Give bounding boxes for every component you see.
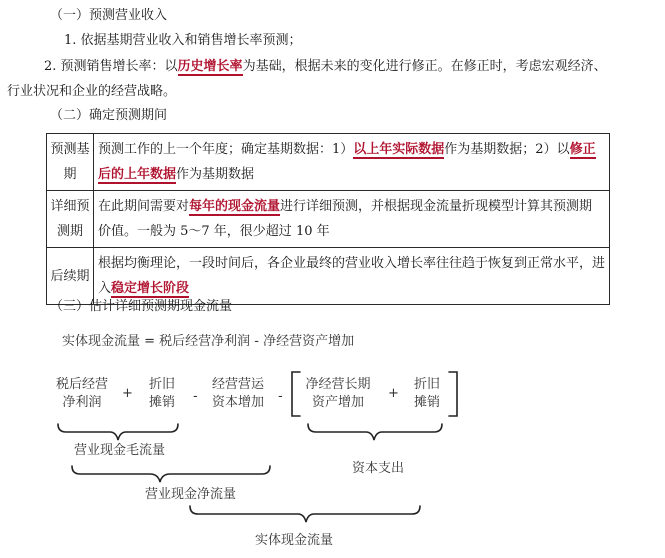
row2-text1: 根据均衡理论，一段时间后，各企业最终的营业收入增长率往往趋于恢复到正常水平，进入 [98, 256, 606, 296]
row-label-continuing: 后续期 [47, 248, 94, 305]
section1-heading: （一）预测营业收入 [50, 8, 168, 23]
highlight-actual-data: 以上年实际数据 [353, 142, 445, 157]
row-label-detail: 详细预测期 [47, 191, 94, 248]
row1-text2: 进行详细预测，并根据现金流量折现模型计算其预测期价值。一般为 5～7 年，很少超过 10 年 [98, 199, 593, 239]
formula-line: 实体现金流量 = 税后经营净利润 - 净经营资产增加 [62, 334, 355, 349]
highlight-historical-growth: 历史增长率 [177, 59, 243, 74]
item2-prefix: 2. 预测销售增长率：以 [44, 59, 178, 74]
minus-operator: - [193, 389, 198, 404]
term-depreciation: 折旧摊销 [148, 377, 175, 410]
row0-text1: 预测工作的上一个年度；确定基期数据：1） [98, 142, 354, 157]
label-capital-expenditure: 资本支出 [352, 461, 405, 476]
term-net-long-term-assets: 净经营长期资产增加 [305, 377, 371, 410]
section1-item2-cont: 行业状况和企业的经营战略。 [7, 84, 177, 99]
term-depreciation-2: 折旧摊销 [413, 377, 440, 410]
row0-text3: 作为基期数据 [176, 167, 255, 182]
term-nopat: 税后经营净利润 [55, 377, 108, 410]
section3-heading: （三）估计详细预测期现金流量 [50, 299, 233, 314]
minus-operator: - [278, 389, 283, 404]
label-net-operating-cashflow: 营业现金净流量 [145, 487, 237, 502]
label-gross-operating-cashflow: 营业现金毛流量 [74, 443, 166, 458]
highlight-stable-growth: 稳定增长阶段 [111, 281, 190, 296]
highlight-revised-data: 修正后的上年数据 [98, 142, 596, 182]
highlight-annual-cashflow: 每年的现金流量 [189, 199, 281, 214]
term-working-capital: 经营营运资本增加 [211, 377, 264, 410]
row1-text1: 在此期间需要对 [98, 199, 190, 214]
plus-operator: + [122, 386, 133, 401]
section2-heading: （二）确定预测期间 [50, 108, 168, 123]
row0-text2: 作为基期数据；2）以 [444, 142, 570, 157]
plus-operator: + [388, 386, 399, 401]
row-label-base: 预测基期 [47, 134, 94, 191]
item2-suffix: 为基础，根据未来的变化进行修正。在修正时，考虑宏观经济、 [242, 59, 607, 74]
label-entity-cashflow: 实体现金流量 [255, 533, 334, 548]
section1-item1: 1. 依据基期营业收入和销售增长率预测； [64, 33, 302, 48]
